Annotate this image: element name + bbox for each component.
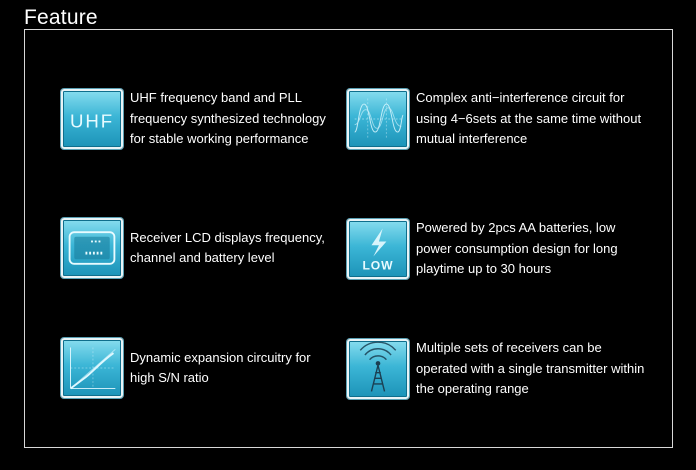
expansion-graph-icon [61, 338, 123, 398]
feature-low-power [347, 218, 618, 280]
feature-anti-interference [347, 88, 641, 150]
feature-lcd [61, 218, 325, 278]
feature-dynamic-expansion-text: Dynamic expansion circuitry for high S/N ratio [130, 349, 311, 385]
feature-dynamic-expansion [61, 338, 311, 398]
waveform-icon [347, 89, 409, 149]
feature-lcd-text: Receiver LCD displays frequency, channel and battery level [130, 229, 325, 265]
feature-low-power-text: Powered by 2pcs AA batteries, low power consumption design for long playtime up to 30 hours [416, 220, 618, 276]
feature-uhf [61, 88, 326, 150]
uhf-icon [61, 89, 123, 149]
feature-anti-interference-text: Complex anti−interference circuit for using 4−6sets at the same time without mutual interference [416, 90, 642, 146]
low-power-icon [347, 219, 409, 279]
lcd-display-icon [61, 218, 123, 278]
uhf-icon-label: UHF [70, 110, 114, 132]
page-title: Feature [24, 6, 98, 29]
low-icon-label: LOW [362, 258, 394, 273]
feature-multiple-receivers [347, 338, 644, 400]
feature-multiple-receivers-text: Multiple sets of receivers can be operated with a single transmitter within the operating range [416, 340, 645, 396]
feature-uhf-text: UHF frequency band and PLL frequency synthesized technology for stable working performance [130, 90, 326, 146]
antenna-tower-icon [347, 339, 409, 399]
